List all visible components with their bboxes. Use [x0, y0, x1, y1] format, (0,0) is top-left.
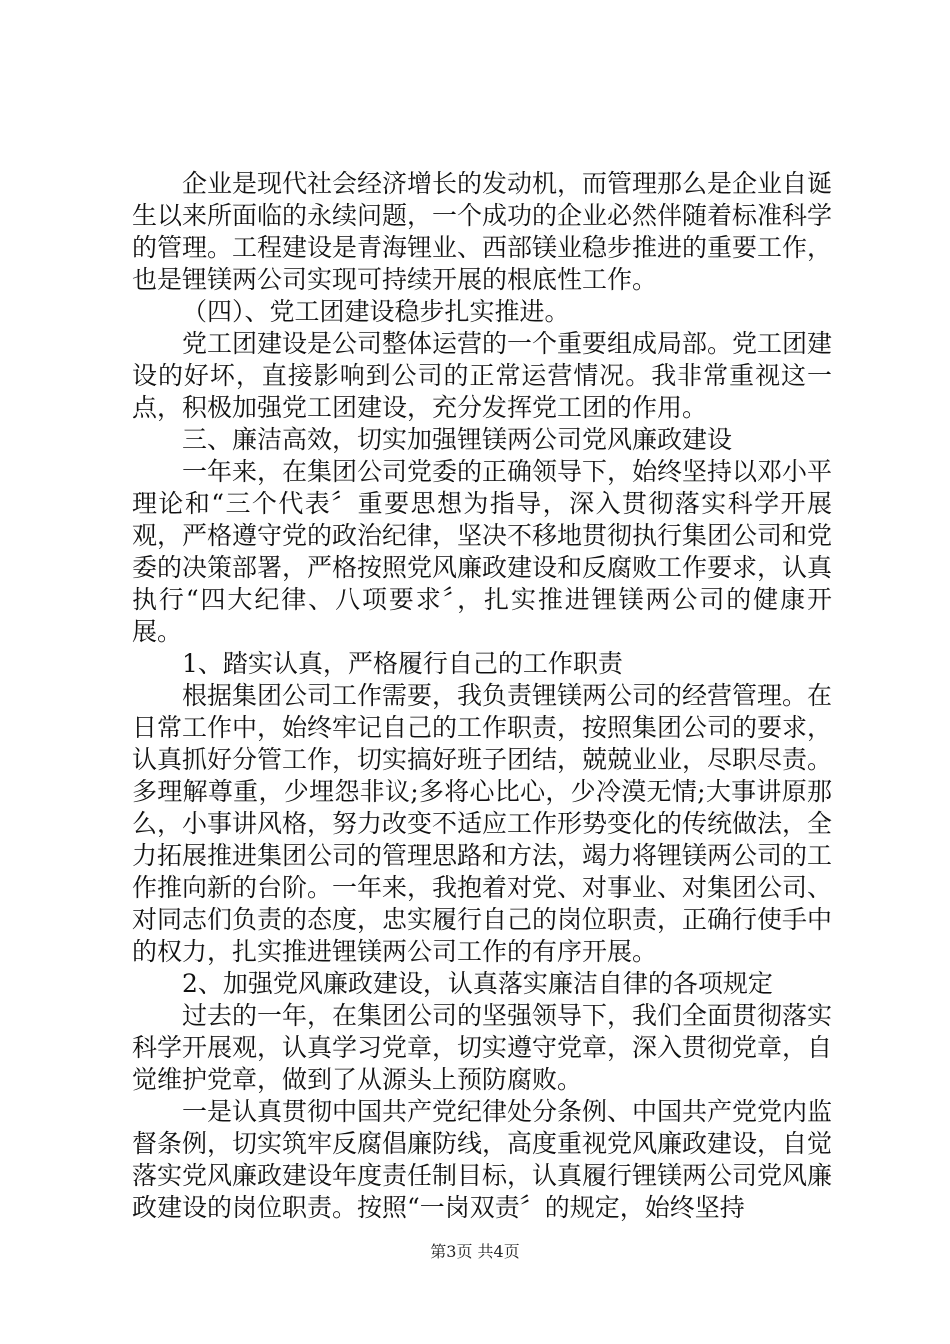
document-body	[132, 168, 832, 1224]
paragraph-9: 过去的一年，在集团公司的坚强领导下，我们全面贯彻落实科学开展观，认真学习党章，切实遵守党章，深入贯彻党章，自觉维护党章，做到了从源头上预防腐败。	[132, 1001, 833, 1094]
paragraph-4-heading: 三、廉洁高效，切实加强锂镁两公司党风廉政建设	[182, 425, 733, 454]
paragraph-5: 一年来，在集团公司党委的正确领导下，始终坚持以邓小平理论和“三个代表〞重要思想为指导，深入贯彻落实科学开展观，严格遵守党的政治纪律，坚决不移地贯彻执行集团公司和党委的决策部署，严格按照党风廉政建设和反腐败工作要求，认真执行“四大纪律、八项要求〞，扎实推进锂镁两公司的健康开展。	[132, 457, 833, 646]
paragraph-1: 企业是现代社会经济增长的发动机，而管理那么是企业自诞生以来所面临的永续问题，一个成功的企业必然伴随着标准科学的管理。工程建设是青海锂业、西部镁业稳步推进的重要工作，也是锂镁两公司实现可持续开展的根底性工作。	[132, 169, 833, 294]
paragraph-10: 一是认真贯彻中国共产党纪律处分条例、中国共产党党内监督条例，切实筑牢反腐倡廉防线，高度重视党风廉政建设，自觉落实党风廉政建设年度责任制目标，认真履行锂镁两公司党风廉政建设的岗位职责。按照“一岗双责〞的规定，始终坚持	[132, 1097, 833, 1222]
paragraph-6-heading: 1、踏实认真，严格履行自己的工作职责	[182, 649, 623, 678]
paragraph-8-heading: 2、加强党风廉政建设，认真落实廉洁自律的各项规定	[182, 969, 773, 998]
paragraph-3: 党工团建设是公司整体运营的一个重要组成局部。党工团建设的好坏，直接影响到公司的正常运营情况。我非常重视这一点，积极加强党工团建设，充分发挥党工团的作用。	[132, 329, 833, 422]
page-footer	[0, 1242, 950, 1262]
paragraph-7: 根据集团公司工作需要，我负责锂镁两公司的经营管理。在日常工作中，始终牢记自己的工作职责，按照集团公司的要求，认真抓好分管工作，切实搞好班子团结，兢兢业业，尽职尽责。多理解尊重，少埋怨非议;多将心比心，少冷漠无情;大事讲原那么，小事讲风格，努力改变不适应工作形势变化的传统做法，全力拓展推进集团公司的管理思路和方法，竭力将锂镁两公司的工作推向新的台阶。一年来，我抱着对党、对事业、对集团公司、对同志们负责的态度，忠实履行自己的岗位职责，正确行使手中的权力，扎实推进锂镁两公司工作的有序开展。	[132, 681, 833, 966]
paragraph-2-heading: （四）、党工团建设稳步扎实推进。	[182, 297, 570, 326]
page-number: 第3页 共4页	[430, 1242, 520, 1261]
